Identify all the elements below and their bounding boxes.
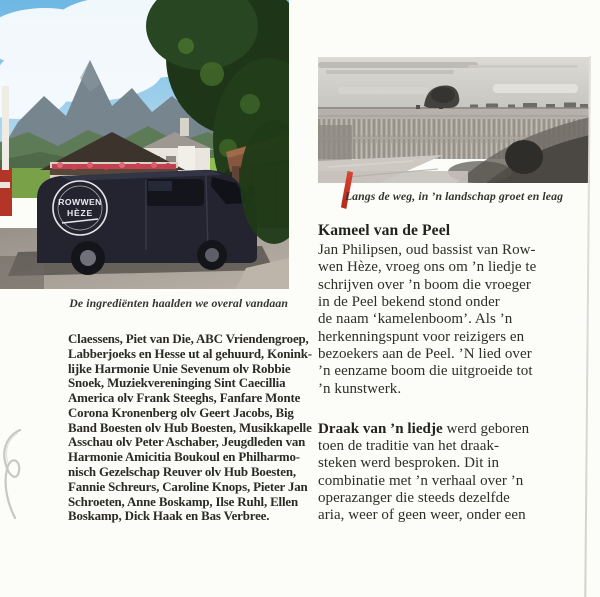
van-logo-line1: ROWWEN: [58, 197, 102, 207]
credits-line: Claessens, Piet van Die, ABC Vriendengroep,: [68, 332, 309, 346]
body-line: steken werd besproken. Dit in: [318, 455, 499, 472]
credits-line: Corona Kronenberg olv Geert Jacobs, Big: [68, 405, 294, 420]
body-line: herkenningspunt voor reizigers en: [318, 328, 525, 345]
body-line: toen de traditie van het draak-: [318, 438, 500, 455]
body-line: aria, weer of geen weer, onder een: [318, 507, 526, 524]
credits-line: Schroeten, Anne Boskamp, Ilse Ruhl, Ellen: [68, 494, 298, 509]
body-line: Jan Philipsen, oud bassist van Row-: [318, 242, 536, 258]
left-photo-caption: De ingrediënten haalden we overal vandaan: [69, 296, 288, 310]
body-line: schrijven over ’n boom die vroeger: [318, 276, 531, 293]
credits-line: lijke Harmonie Unie Sevenum olv Robbie: [68, 361, 291, 376]
credits-line: Asschau olv Peter Aschaber, Jeugdleden van: [68, 435, 306, 450]
red-truck-hint: [0, 168, 12, 216]
body-line: ’n kunstwerk.: [318, 380, 402, 397]
body-line: ’n eenzame boom die uitgroeide tot: [318, 363, 533, 380]
van-photo: [0, 0, 289, 289]
van-logo-line2: HÈZE: [66, 208, 94, 218]
van: [37, 170, 257, 275]
credits-line: Band Boesten olv Hub Boesten, Musikkapelle: [68, 420, 312, 435]
credits-line: Fannie Schreurs, Caroline Knops, Pieter Jan: [68, 479, 308, 494]
paperclip: [0, 424, 30, 528]
credits-line: Snoek, Muziekvereninging Sint Caecillia: [68, 376, 286, 391]
paragraph-lead: Draak van ’n liedje: [318, 421, 443, 437]
sign-pole: [2, 86, 9, 170]
credits-line: nisch Gezelschap Reuver olv Hub Boesten,: [68, 465, 296, 480]
van-photo-illustration: [0, 0, 289, 289]
paragraph-1: [318, 242, 586, 398]
body-line: de naam ‘kamelenboom’. Als ’n: [318, 311, 513, 328]
right-photo-caption: Langs de weg, in ’n landschap groet en leag: [344, 189, 564, 203]
body-line: combinatie met ’n verhaal over ’n: [318, 472, 524, 489]
body-line: operazanger die steeds dezelfde: [318, 489, 510, 506]
paragraph-2: [318, 421, 586, 524]
body-line: in de Peel bekend stond onder: [318, 294, 500, 311]
landscape-illustration: [318, 57, 590, 183]
credits-list: [68, 332, 312, 524]
credits-line: Harmonie Amicitia Boukoul en Philharmo-: [68, 450, 300, 465]
body-line: bezoekers aan de Peel. ’N lied over: [318, 346, 532, 363]
credits-line: America olv Frank Steeghs, Fanfare Monte: [68, 391, 301, 406]
credits-line: Labberjoeks en Hesse ut al gehuurd, Konink-: [68, 346, 312, 361]
body-line: wen Hèze, vroeg ons om ’n liedje te: [318, 259, 537, 276]
credits-line: Boskamp, Dick Haak en Bas Verbree.: [68, 509, 270, 524]
body-line: Draak van ’n liedje werd geboren: [318, 421, 530, 437]
section-heading: Kameel van de Peel: [318, 222, 451, 239]
landscape-photo: [318, 57, 590, 183]
